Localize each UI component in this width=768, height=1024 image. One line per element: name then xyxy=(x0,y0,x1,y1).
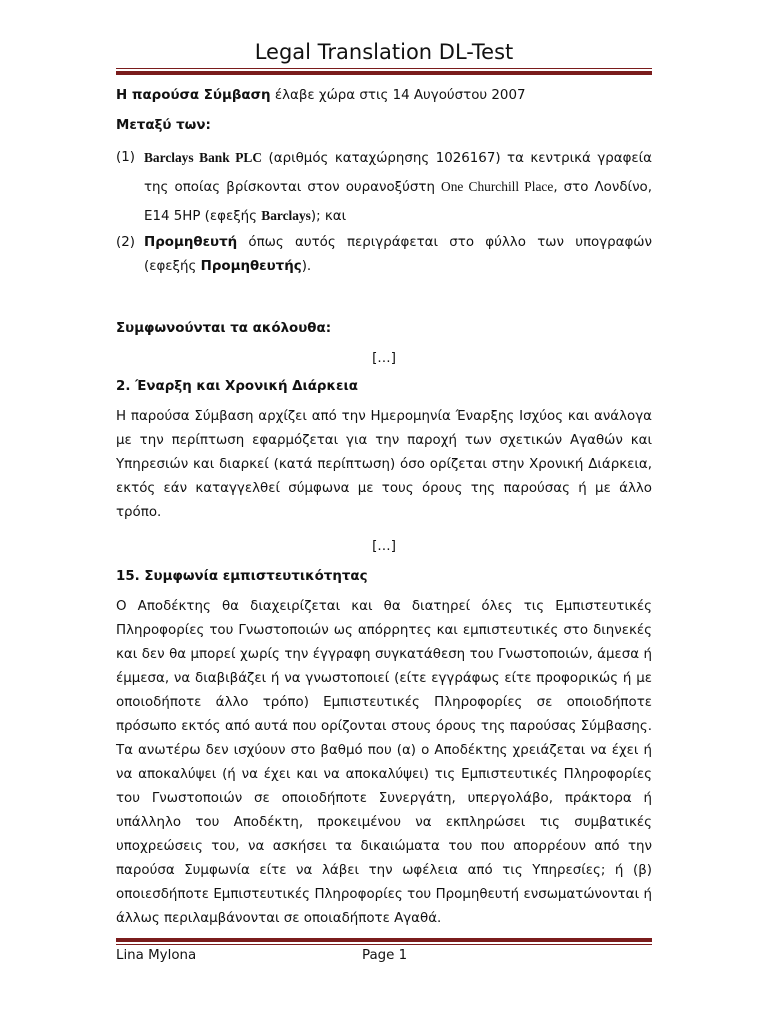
section-2-heading: 2. Έναρξη και Χρονική Διάρκεια xyxy=(116,379,358,394)
party-1-place: One Churchill Place xyxy=(441,179,554,194)
footer-rule xyxy=(116,938,652,945)
party-1-short: Barclays xyxy=(261,208,311,223)
agreement-rest: έλαβε χώρα στις 14 Αυγούστου 2007 xyxy=(270,88,526,103)
ellipsis-1: […] xyxy=(372,351,396,366)
party-2-short: Προμηθευτής xyxy=(200,259,302,274)
ellipsis-2: […] xyxy=(372,539,396,554)
party-2-text2: ). xyxy=(301,259,312,274)
agreement-bold: Η παρούσα Σύμβαση xyxy=(116,88,271,103)
party-1-text1: (αριθμός καταχώρησης 1026167) τα κεντρικά γραφεία της οποίας βρίσκονται στον ουρανοξύστη xyxy=(144,151,652,195)
section-15-body: Ο Αποδέκτης θα διαχειρίζεται και θα διατηρεί όλες τις Εμπιστευτικές Πληροφορίες του Γνωστοποιών ως απόρρητες και εμπιστευτικές στο διηνεκές και δεν θα μπορεί χωρίς την έγγραφη συγκατάθεση του Γνωστοποιών, άμεσα ή έμμεσα, να διαβιβάζει ή να γνωστοποιεί (είτε εγγράφως είτε προφορικώς ή με οποιοδήποτε άλλο τρόπο) Εμπιστευτικές Πληροφορίες σε οποιοδήποτε πρόσωπο εκτός από αυτά που ορίζονται στους όρους της παρούσας Σύμβασης. Τα ανωτέρω δεν ισχύουν στο βαθμό που (α) ο Αποδέκτης χρειάζεται να έχει ή να αποκαλύψει (ή να έχει και να αποκαλύψει) τις Εμπιστευτικές Πληροφορίες του Γνωστοποιών σε οποιοδήποτε Συνεργάτη, υπεργολάβο, πράκτορα ή υπάλληλο του Αποδέκτη, προκειμένου να εκπληρώσει τις συμβατικές υποχρεώσεις του, να ασκήσει τα δικαιώματα του που απορρέουν από την παρούσα Συμφωνία είτε να λάβει την ωφέλεια από τις Υπηρεσίες; ή (β) οποιεσδήποτε Εμπιστευτικές Πληροφορίες του Προμηθευτή ενσωματώνονται ή άλλως περιλαμβάνονται σε οποιαδήποτε Αγαθά. xyxy=(116,599,652,926)
header-rule-thick xyxy=(116,71,652,75)
agreement-line xyxy=(116,84,652,108)
document-body xyxy=(116,84,652,931)
page-header-title: Legal Translation DL-Test xyxy=(254,40,514,64)
party-2-text1: όπως αυτός περιγράφεται στο φύλλο των υπογραφών (εφεξής xyxy=(144,235,652,274)
party-1-name: Barclays Bank PLC xyxy=(144,150,263,165)
party-2-number: (2) xyxy=(116,235,135,250)
section-15-heading: 15. Συμφωνία εμπιστευτικότητας xyxy=(116,569,368,584)
header-rule xyxy=(116,68,652,75)
party-2-name: Προμηθευτή xyxy=(144,235,238,250)
footer-rule-thick xyxy=(116,938,652,942)
party-1-text2: , στο Λονδίνο, Ε14 5HP (εφεξής xyxy=(144,180,652,224)
party-1 xyxy=(116,144,652,231)
party-1-number: (1) xyxy=(116,150,135,165)
party-2 xyxy=(116,231,652,279)
party-1-text3: ); και xyxy=(310,209,347,224)
footer-page-number: Page 1 xyxy=(362,948,408,963)
agreed-label: Συμφωνούνται τα ακόλουθα: xyxy=(116,321,332,336)
between-label: Μεταξύ των: xyxy=(116,118,211,133)
header-rule-thin xyxy=(116,68,652,69)
section-2-body: Η παρούσα Σύμβαση αρχίζει από την Ημερομηνία Έναρξης Ισχύος και ανάλογα με την περίπτωση εφαρμόζεται για την παροχή των σχετικών Αγαθών και Υπηρεσιών και διαρκεί (κατά περίπτωση) όσο ορίζεται στην Χρονική Διάρκεια, εκτός εάν καταγγελθεί σύμφωνα με τους όρους της παρούσας ή με άλλο τρόπο. xyxy=(116,409,652,520)
footer-author: Lina Mylona xyxy=(116,948,197,963)
footer-rule-thin xyxy=(116,944,652,945)
